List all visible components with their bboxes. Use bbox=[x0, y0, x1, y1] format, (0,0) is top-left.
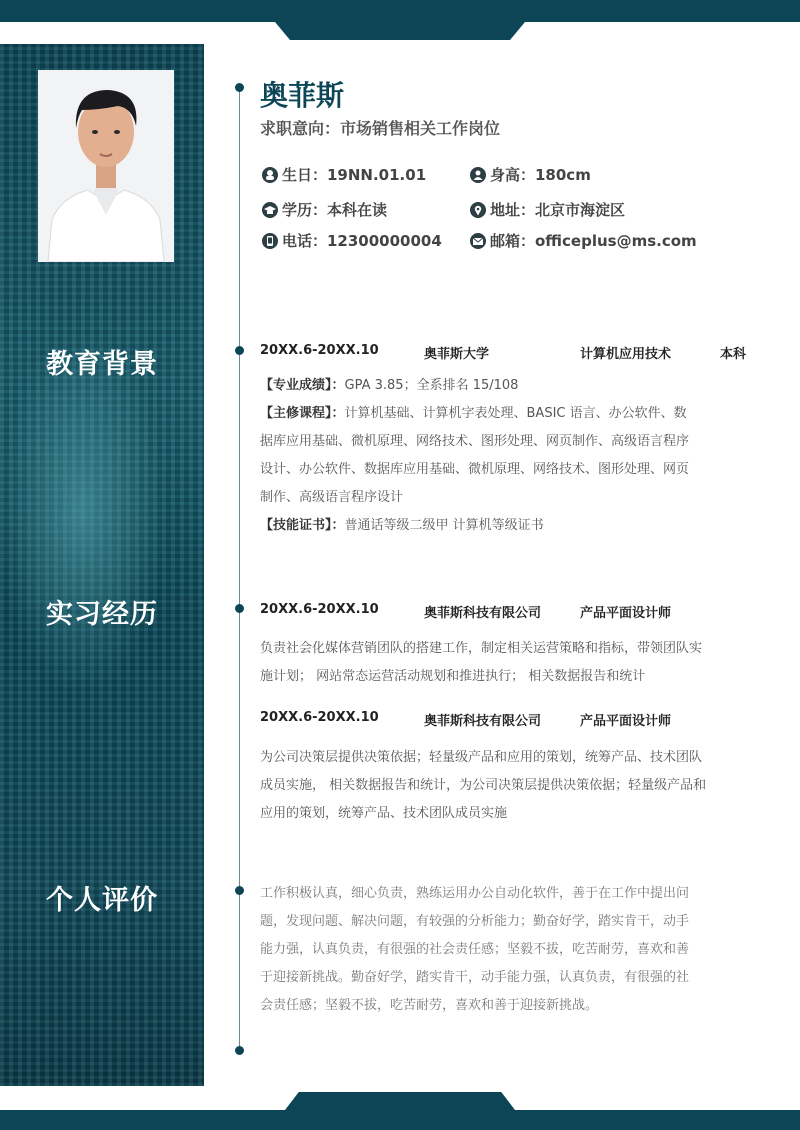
info-birthday: 生日：19NN.01.01 bbox=[262, 164, 426, 185]
score-line: 【专业成绩】：GPA 3.85；全系排名 15/108 bbox=[260, 378, 519, 393]
birthday-icon bbox=[262, 167, 278, 183]
phone-icon bbox=[262, 233, 278, 249]
self-evaluation: 工作积极认真，细心负责，熟练运用办公自动化软件，善于在工作中提出问 题，发现问题、解决问题，有较强的分析能力；勤奋好学，踏实肯干，动手 能力强，认真负责，有很强的社会责任感；坚毅不拔，吃苦耐劳，喜欢和善 于迎接新挑战。勤奋好学，踏实肯干，动手能力强，认真负责，有很强的社 会责任感；坚毅不拔，吃苦耐劳，喜欢和善于迎接新挑战。 bbox=[260, 886, 690, 1013]
internship-role: 产品平面设计师 bbox=[580, 714, 672, 729]
section-title-evaluation: 个人评价 bbox=[46, 885, 158, 916]
education-row bbox=[260, 343, 760, 363]
education-details bbox=[260, 372, 762, 540]
internship-description: 负责社会化媒体营销团队的搭建工作，制定相关运营策略和指标，带领团队实 施计划； 网站常态运营活动规划和推进执行； 相关数据报告和统计 bbox=[260, 641, 703, 684]
internship-description: 为公司决策层提供决策依据；轻量级产品和应用的策划，统筹产品、技术团队 成员实施， 相关数据报告和统计，为公司决策层提供决策依据；轻量级产品和 应用的策划，统筹产品、技术团队成员实施 bbox=[260, 750, 707, 821]
education-date: 20XX.6-20XX.10 bbox=[260, 343, 379, 358]
email-icon bbox=[470, 233, 486, 249]
section-title-internship: 实习经历 bbox=[46, 599, 158, 630]
timeline-dot bbox=[235, 1046, 244, 1055]
internship-role: 产品平面设计师 bbox=[580, 606, 672, 621]
courses-line: 制作、高级语言程序设计 bbox=[260, 490, 404, 505]
certs-line: 【技能证书】：普通话等级二级甲 计算机等级证书 bbox=[260, 518, 544, 533]
info-phone: 电话：12300000004 bbox=[262, 230, 442, 251]
internship-date: 20XX.6-20XX.10 bbox=[260, 602, 379, 617]
top-banner bbox=[0, 0, 800, 22]
internship-row bbox=[260, 710, 760, 730]
info-email: 邮箱：officeplus@ms.com bbox=[470, 230, 697, 251]
candidate-name: 奥菲斯 bbox=[260, 79, 345, 112]
height-icon bbox=[470, 167, 486, 183]
education-icon bbox=[262, 202, 278, 218]
internship-date: 20XX.6-20XX.10 bbox=[260, 710, 379, 725]
timeline-dot bbox=[235, 346, 244, 355]
timeline-dot bbox=[235, 886, 244, 895]
courses-line: 据库应用基础、微机原理、网络技术、图形处理、网页制作、高级语言程序 bbox=[260, 434, 690, 449]
address-icon bbox=[470, 202, 486, 218]
top-banner-tab bbox=[275, 22, 525, 40]
courses-line: 【主修课程】：计算机基础、计算机字表处理、BASIC 语言、办公软件、数 bbox=[260, 406, 687, 421]
section-title-education: 教育背景 bbox=[46, 349, 158, 380]
bottom-banner-tab bbox=[285, 1092, 515, 1110]
courses-line: 设计、办公软件、数据库应用基础、微机原理、网络技术、图形处理、网页 bbox=[260, 462, 690, 477]
info-address: 地址：北京市海淀区 bbox=[470, 199, 625, 220]
job-intent: 求职意向：市场销售相关工作岗位 bbox=[260, 119, 501, 138]
info-education: 学历：本科在读 bbox=[262, 199, 387, 220]
profile-photo bbox=[38, 70, 174, 262]
timeline-dot bbox=[235, 83, 244, 92]
education-degree: 本科 bbox=[720, 347, 747, 362]
timeline-dot bbox=[235, 604, 244, 613]
internship-row bbox=[260, 602, 760, 622]
education-major: 计算机应用技术 bbox=[580, 347, 672, 362]
internship-company: 奥菲斯科技有限公司 bbox=[424, 606, 542, 621]
internship-company: 奥菲斯科技有限公司 bbox=[424, 714, 542, 729]
education-school: 奥菲斯大学 bbox=[424, 347, 490, 362]
timeline-line bbox=[239, 86, 240, 1050]
portrait-image bbox=[38, 70, 174, 262]
bottom-banner bbox=[0, 1110, 800, 1130]
info-height: 身高：180cm bbox=[470, 164, 591, 185]
